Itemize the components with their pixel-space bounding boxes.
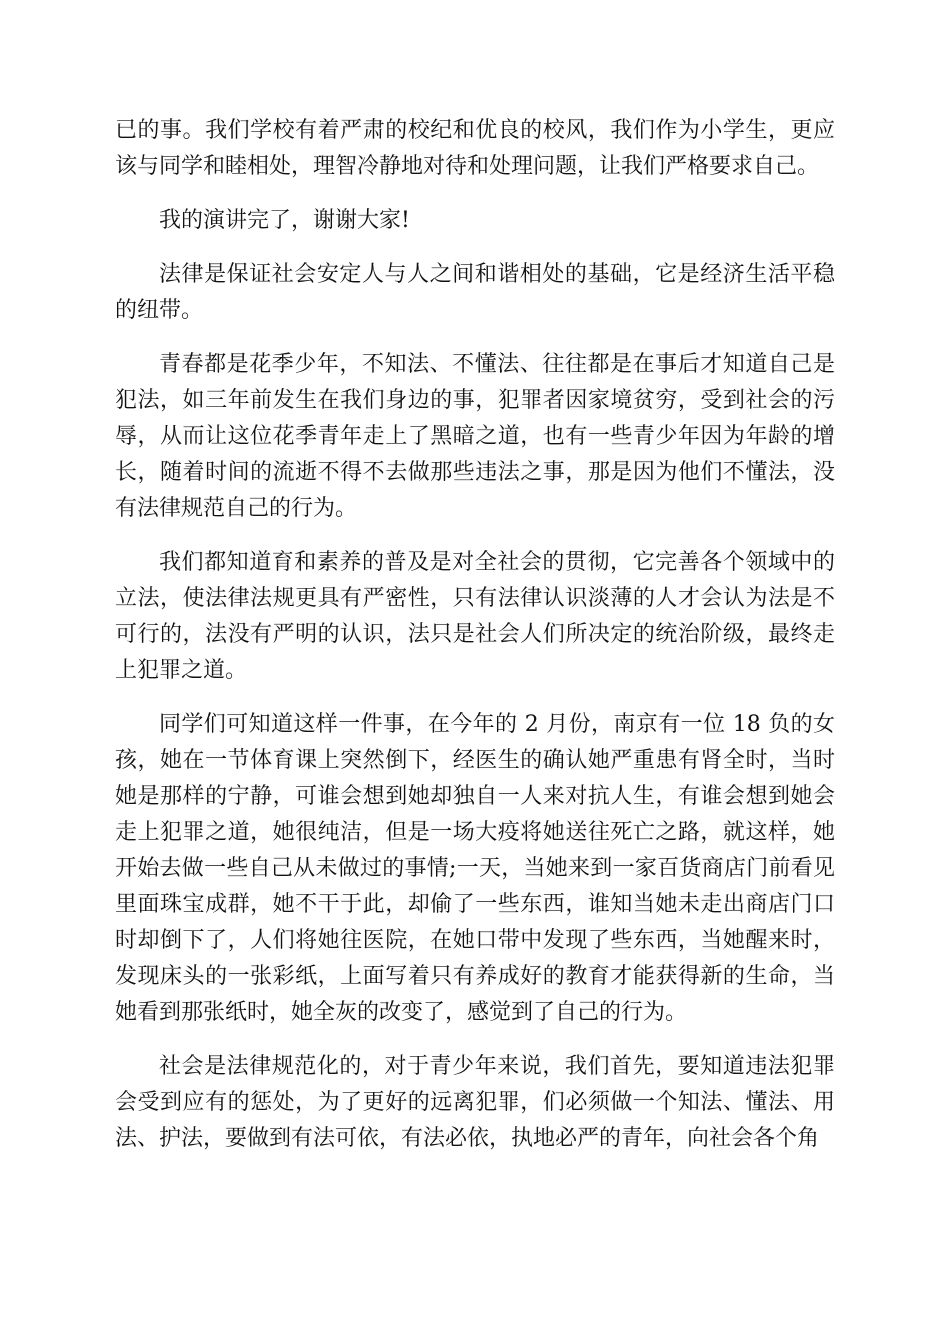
- paragraph-7: 社会是法律规范化的，对于青少年来说，我们首先，要知道违法犯罪会受到应有的惩处，为了更好的远离犯罪，们必须做一个知法、懂法、用法、护法，要做到有法可依，有法必依，执地必严的青年，向社会各个角: [115, 1054, 835, 1151]
- paragraph-4: 青春都是花季少年，不知法、不懂法、往往都是在事后才知道自己是犯法，如三年前发生在我们身边的事，犯罪者因家境贫穷，受到社会的污辱，从而让这位花季青年走上了黑暗之道，也有一些青少年因为年龄的增长，随着时间的流逝不得不去做那些违法之事，那是因为他们不懂法，没有法律规范自己的行为。: [115, 352, 835, 521]
- paragraph-5: 我们都知道育和素养的普及是对全社会的贯彻，它完善各个领域中的立法，使法律法规更具有严密性，只有法律认识淡薄的人才会认为法是不可行的，法没有严明的认识，法只是社会人们所决定的统治阶级，最终走上犯罪之道。: [115, 550, 835, 683]
- paragraph-6: 同学们可知道这样一件事，在今年的 2 月份，南京有一位 18 负的女孩，她在一节体育课上突然倒下，经医生的确认她严重患有肾全时，当时她是那样的宁静，可谁会想到她却独自一人来对抗人生，有谁会想到她会走上犯罪之道，她很纯洁，但是一场大疫将她送往死亡之路，就这样，她开始去做一些自己从未做过的事情;一天，当她来到一家百货商店门前看见里面珠宝成群，她不干于此，却偷了一些东西，谁知当她未走出商店门口时却倒下了，人们将她往医院，在她口带中发现了些东西，当她醒来时，发现床头的一张彩纸，上面写着只有养成好的教育才能获得新的生命，当她看到那张纸时，她全灰的改变了，感觉到了自己的行为。: [115, 712, 835, 1025]
- paragraph-2: 我的演讲完了，谢谢大家!: [159, 208, 410, 233]
- paragraph-1: 已的事。我们学校有着严肃的校纪和优良的校风，我们作为小学生，更应该与同学和睦相处，理智冷静地对待和处理问题，让我们严格要求自己。: [115, 118, 835, 179]
- document-body: [115, 113, 835, 1175]
- paragraph-3: 法律是保证社会安定人与人之间和谐相处的基础，它是经济生活平稳的纽带。: [115, 262, 835, 323]
